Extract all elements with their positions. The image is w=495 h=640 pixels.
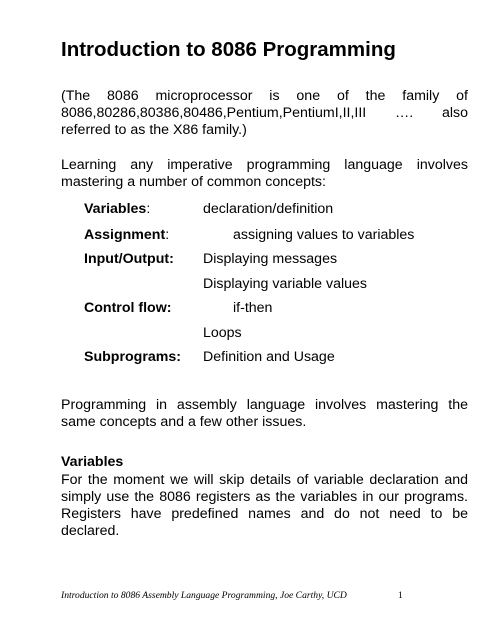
page-number: 1 [398,590,403,601]
variables-line: declared. [61,523,120,539]
intro-line: referred to as the X86 family.) [61,122,247,138]
intro-line: 8086,80286,80386,80486,Pentium,PentiumI,II,III …. also [61,105,468,121]
variables-heading: Variables [61,454,124,470]
concept-label-subprograms: Subprograms: [84,349,181,365]
concept-label-control-flow: Control flow: [84,300,172,316]
concept-label-variables [84,201,150,218]
concepts-intro-paragraph [61,157,468,191]
concept-label-suffix: : [146,201,151,217]
concept-value-assignment: assigning values to variables [233,227,415,243]
concept-value-input-output: Displaying messages [203,251,338,267]
concepts-intro-line: Learning any imperative programming language involves [61,157,468,173]
concept-value-input-output-2: Displaying variable values [203,276,368,292]
concepts-intro-line: mastering a number of common concepts: [61,174,326,190]
concept-label-input-output: Input/Output: [84,251,174,267]
variables-line: Registers have predefined names and do not need to be [61,506,468,522]
concept-value-subprograms: Definition and Usage [203,349,335,365]
variables-line: For the moment we will skip details of variable declaration and [61,472,468,488]
page-footer: Introduction to 8086 Assembly Language Programming, Joe Carthy, UCD [61,590,347,601]
concept-label-suffix: : [165,227,170,243]
intro-paragraph [61,88,468,139]
concept-value-variables: declaration/definition [203,201,334,217]
variables-line: simply use the 8086 registers as the variables in our programs. [61,489,468,505]
concept-label-assignment [84,227,169,244]
variables-paragraph [61,472,468,540]
page-title: Introduction to 8086 Programming [61,38,396,61]
assembly-paragraph [61,397,468,431]
assembly-line: Programming in assembly language involves mastering the [61,397,468,413]
concept-value-control-flow: if-then [233,300,273,316]
concept-label-text: Variables [84,201,147,217]
concept-value-control-flow-2: Loops [203,325,242,341]
intro-line: (The 8086 microprocessor is one of the family of [61,88,468,104]
assembly-line: same concepts and a few other issues. [61,414,307,430]
concept-label-text: Assignment [84,227,166,243]
